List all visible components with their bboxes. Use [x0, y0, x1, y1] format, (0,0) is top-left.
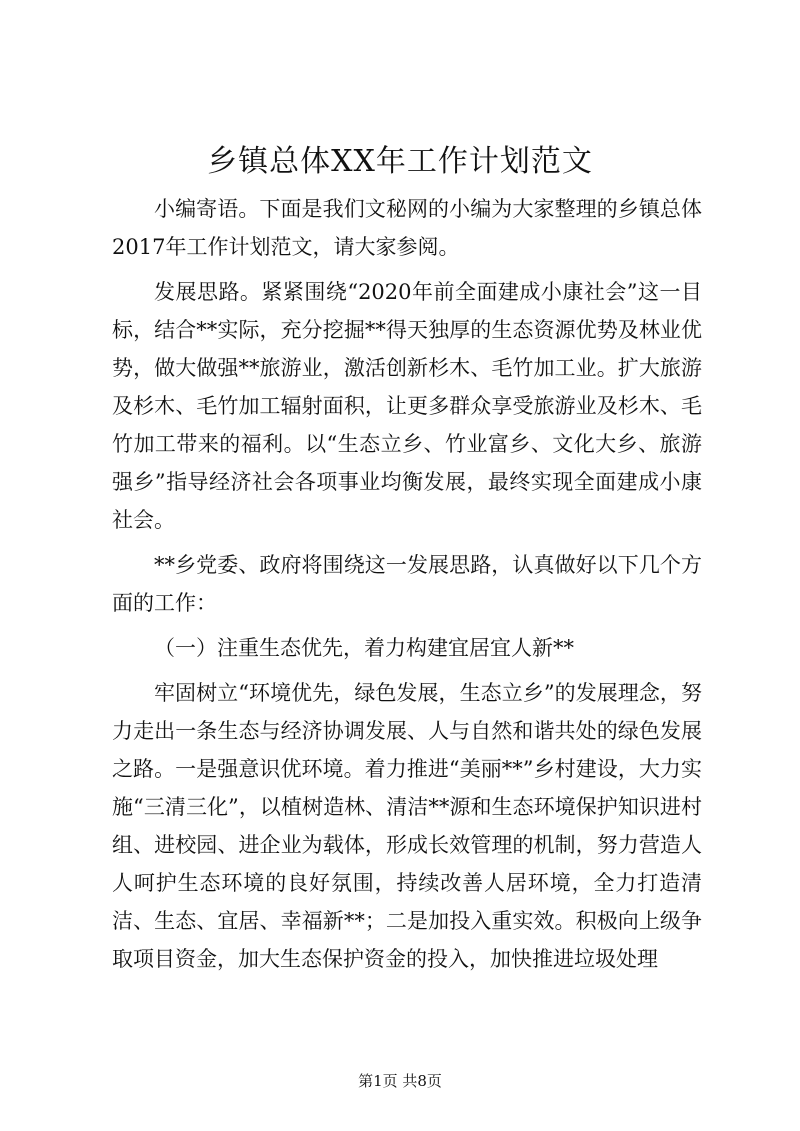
development-idea-paragraph: 发展思路。紧紧围绕“2020年前全面建成小康社会”这一目标，结合**实际，充分挖掘**得天独厚的生态资源优势及林业优势，做大做强**旅游业，激活创新杉木、毛竹加工业。扩大旅游及杉木、毛竹加工辐射面积，让更多群众享受旅游业及杉木、毛竹加工带来的福利。以“生态立乡、竹业富乡、文化大乡、旅游强乡”指导经济社会各项事业均衡发展，最终实现全面建成小康社会。: [112, 280, 702, 532]
section-heading: （一）注重生态优先，着力构建宜居宜人新**: [154, 636, 574, 660]
document-body: [112, 190, 702, 978]
document-title: 乡镇总体XX年工作计划范文: [207, 144, 593, 179]
intro-paragraph: 小编寄语。下面是我们文秘网的小编为大家整理的乡镇总体2017年工作计划范文，请大家参阅。: [112, 197, 702, 259]
ecology-paragraph: 牢固树立“环境优先，绿色发展，生态立乡”的发展理念，努力走出一条生态与经济协调发展、人与自然和谐共处的绿色发展之路。一是强意识优环境。着力推进“美丽**”乡村建设，大力实施“三清三化”，以植树造林、清洁**源和生态环境保护知识进村组、进校园、进企业为载体，形成长效管理的机制，努力营造人人呵护生态环境的良好氛围，持续改善人居环境，全力打造清洁、生态、宜居、幸福新**；二是加投入重实效。积极向上级争取项目资金，加大生态保护资金的投入，加快推进垃圾处理: [112, 681, 702, 971]
work-plan-paragraph: **乡党委、政府将围绕这一发展思路，认真做好以下几个方面的工作：: [112, 553, 702, 615]
page-number: 第1页 共8页: [358, 1072, 442, 1090]
